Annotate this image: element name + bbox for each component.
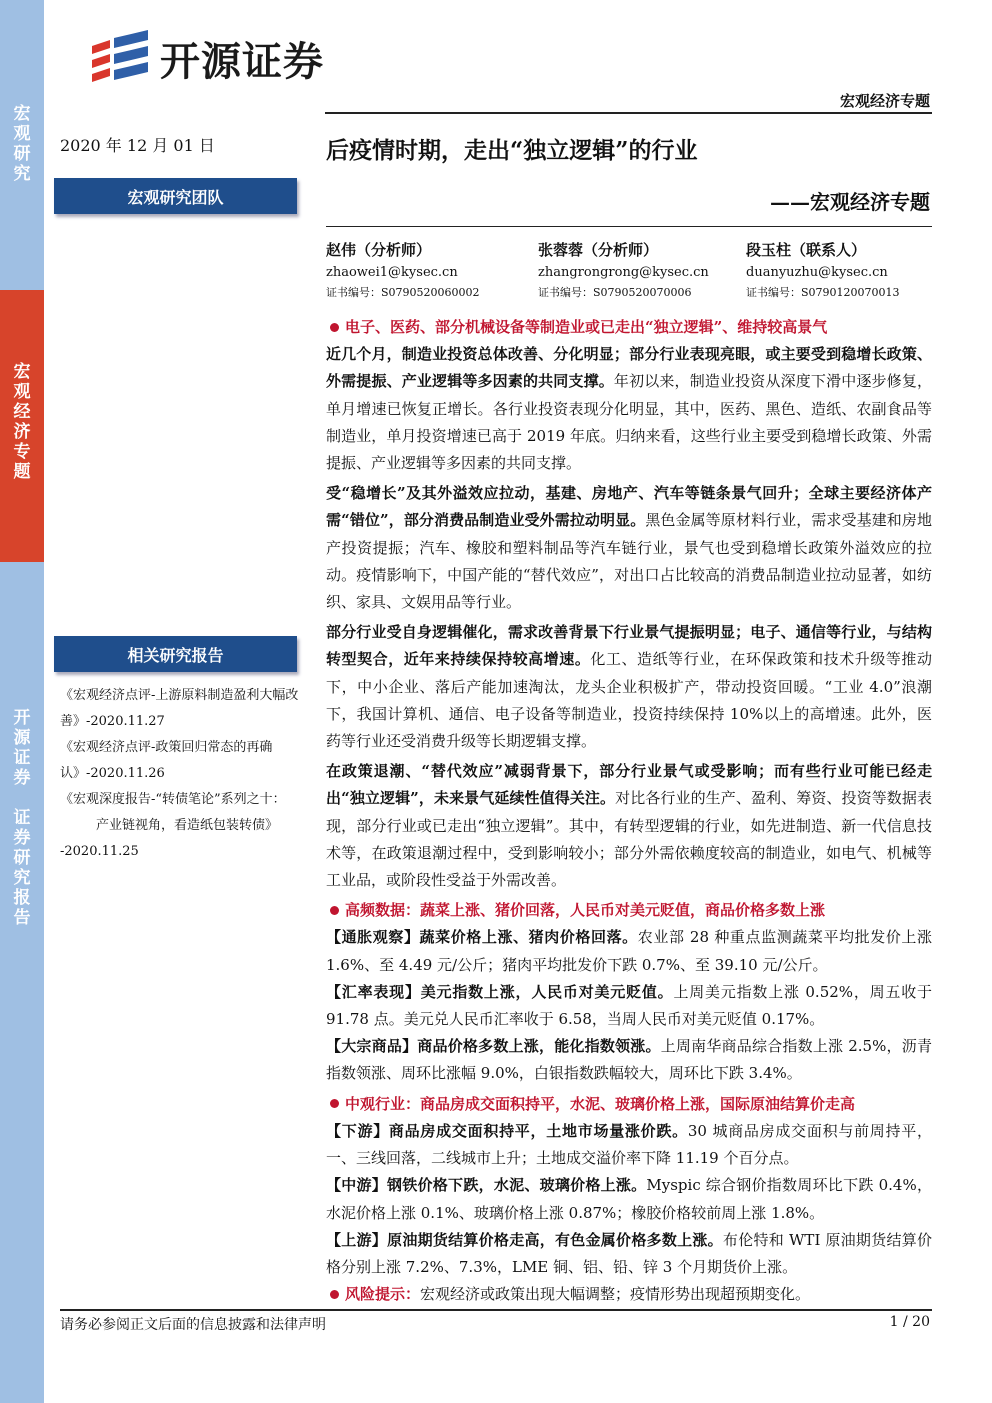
related-report-link[interactable]: 《宏观经济点评-政策回归常态的再确认》-2020.11.26 (60, 740, 273, 781)
body-paragraph: 【中游】钢铁价格下跌，水泥、玻璃价格上涨。Myspic 综合钢价指数周环比下跌 0.4%，水泥价格上涨 0.1%、玻璃价格上涨 0.87%；橡胶价格较前周上涨 1.8%。 (326, 1176, 932, 1222)
bullet-dot-icon (330, 1099, 339, 1108)
report-body (326, 314, 932, 1308)
footer-divider (60, 1309, 932, 1311)
brand-logo (88, 28, 324, 88)
related-report-link-cont[interactable]: 产业链视角，看造纸包装转债》 (96, 818, 279, 833)
body-paragraph: 近几个月，制造业投资总体改善、分化明显；部分行业表现亮眼，或主要受到稳增长政策、外需提振、产业逻辑等多因素的共同支撑。年初以来，制造业投资从深度下滑中逐步修复，单月增速已恢复正增长。各行业投资表现分化明显，其中，医药、黑色、造纸、农副食品等制造业，单月投资增速已高于 2019 年底。归纳来看，这些行业主要受到稳增长政策、外需提振、产业逻辑等多因素的共同支撑。 (326, 345, 932, 473)
brand-mark-icon (88, 30, 152, 86)
report-date: 2020 年 12 月 01 日 (60, 136, 215, 155)
risk-paragraph: 风险提示：宏观经济或政策出现大幅调整；疫情形势出现超预期变化。 (326, 1281, 932, 1308)
footer-disclaimer: 请务必参阅正文后面的信息披露和法律声明 (60, 1317, 326, 1333)
header-divider (325, 112, 932, 114)
related-report-link[interactable]: 《宏观深度报告-“转债笔论”系列之十： (60, 792, 286, 807)
left-side-strip (0, 0, 44, 1403)
body-paragraph: 【通胀观察】蔬菜价格上涨、猪肉价格回落。农业部 28 种重点监测蔬菜平均批发价上涨 1.6%、至 4.49 元/公斤；猪肉平均批发价下跌 0.7%、至 39.10 元/公斤。 (326, 928, 932, 974)
analyst-cert: 证书编号：S0790520070006 (538, 286, 692, 299)
analyst-card (746, 238, 946, 302)
body-paragraph: 在政策退潮、“替代效应”减弱背景下，部分行业景气或受影响；而有些行业可能已经走出“独立逻辑”，未来景气延续性值得关注。对比各行业的生产、盈利、筹资、投资等数据表现，部分行业或已走出“独立逻辑”。其中，有转型逻辑的行业，如先进制造、新一代信息技术等，在政策退潮过程中，受到影响较小；部分外需依赖度较高的制造业，如电气、机械等工业品，或阶段性受益于外需改善。 (326, 762, 932, 890)
header-category: 宏观经济专题 (839, 92, 930, 110)
body-paragraph: 【上游】原油期货结算价格走高，有色金属价格多数上涨。布伦特和 WTI 原油期货结算价格分别上涨 7.2%、7.3%，LME 铜、铝、铅、锌 3 个月期货价上涨。 (326, 1230, 932, 1276)
report-subtitle: ——宏观经济专题 (770, 190, 930, 214)
page-number: 1 / 20 (889, 1314, 930, 1330)
analyst-cert: 证书编号：S0790120070013 (746, 286, 900, 299)
analyst-card (538, 238, 738, 302)
related-reports-banner: 相关研究报告 (54, 636, 297, 672)
team-banner: 宏观研究团队 (54, 178, 297, 214)
body-paragraph: 受“稳增长”及其外溢效应拉动，基建、房地产、汽车等链条景气回升；全球主要经济体产需“错位”，部分消费品制造业受外需拉动明显。黑色金属等原材料行业，需求受基建和房地产投资提振；汽车、橡胶和塑料制品等汽车链行业，景气也受到稳增长政策外溢效应的拉动。疫情影响下，中国产能的“替代效应”，对出口占比较高的消费品制造业拉动显著，如纺织、家具、文娱用品等行业。 (326, 484, 932, 612)
analyst-cert: 证书编号：S0790520060002 (326, 286, 480, 299)
related-report-link[interactable]: 《宏观经济点评-上游原料制造盈利大幅改善》-2020.11.27 (60, 688, 299, 729)
analyst-email[interactable]: zhaowei1@kysec.cn (326, 265, 458, 280)
section-heading: 中观行业：商品房成交面积持平，水泥、玻璃价格上涨，国际原油结算价走高 (326, 1091, 932, 1118)
strip-label-middle: 宏 观 经 济 专 题 (13, 362, 31, 482)
related-reports-list (60, 683, 310, 865)
analyst-name: 段玉柱（联系人） (746, 241, 867, 259)
strip-label-top: 宏 观 研 究 (13, 104, 31, 184)
body-paragraph: 部分行业受自身逻辑催化，需求改善背景下行业景气提振明显；电子、通信等行业，与结构转型契合，近年来持续保持较高增速。化工、造纸等行业，在环保政策和技术升级等推动下，中小企业、落后产能加速淘汰，龙头企业积极扩产，带动投资回暖。“工业 4.0”浪潮下，我国计算机、通信、电子设备等制造业，投资持续保持 10%以上的高增速。此外，医药等行业还受消费升级等长期逻辑支撑。 (326, 623, 932, 751)
report-title: 后疫情时期，走出“独立逻辑”的行业 (326, 137, 698, 164)
body-paragraph: 【汇率表现】美元指数上涨，人民币对美元贬值。上周美元指数上涨 0.52%，周五收于 91.78 点。美元兑人民币汇率收于 6.58，当周人民币对美元贬值 0.17%。 (326, 982, 932, 1029)
related-report-date: -2020.11.25 (60, 844, 139, 859)
brand-name: 开源证券 (160, 38, 324, 85)
body-paragraph: 【下游】商品房成交面积持平，土地市场量涨价跌。30 城商品房成交面积与前周持平，一、三线回落，二线城市上升；土地成交溢价率下降 11.19 个百分点。 (326, 1121, 932, 1168)
bullet-dot-icon (330, 1290, 339, 1299)
section-heading: 电子、医药、部分机械设备等制造业或已走出“独立逻辑”、维持较高景气 (326, 314, 932, 341)
bullet-dot-icon (330, 906, 339, 915)
strip-label-bottom: 开 源 证 券 证 券 研 究 报 告 (13, 708, 31, 928)
analyst-name: 赵伟（分析师） (326, 241, 432, 259)
analyst-email[interactable]: zhangrongrong@kysec.cn (538, 265, 709, 280)
section-heading: 高频数据：蔬菜上涨、猪价回落，人民币对美元贬值，商品价格多数上涨 (326, 897, 932, 924)
body-paragraph: 【大宗商品】商品价格多数上涨，能化指数领涨。上周南华商品综合指数上涨 2.5%，沥青指数领涨、周环比涨幅 9.0%，白银指数跌幅较大，周环比下跌 3.4%。 (326, 1037, 932, 1083)
bullet-dot-icon (330, 323, 339, 332)
analysts-divider (326, 226, 932, 227)
analyst-email[interactable]: duanyuzhu@kysec.cn (746, 265, 888, 280)
analyst-name: 张蓉蓉（分析师） (538, 241, 659, 259)
analyst-card (326, 238, 526, 302)
